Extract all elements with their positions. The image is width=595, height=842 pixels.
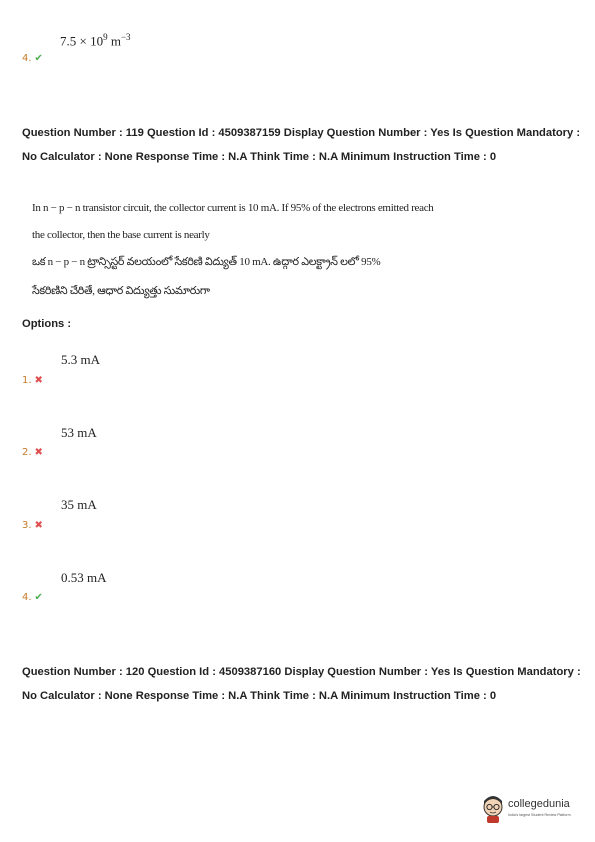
cross-icon: ✖	[34, 520, 43, 531]
cross-icon: ✖	[34, 375, 43, 386]
question-text-en-1: In n − p − n transistor circuit, the collector current is 10 mA. If 95% of the electrons emitted reach	[32, 202, 434, 214]
next-question-meta: Question Number : 120 Question Id : 4509387160 Display Question Number : Yes Is Question Mandatory : No Calculator : None Response Time : N.A Think Time : N.A Minimum Instruction Time : 0	[22, 666, 581, 702]
option-number-label: 4.	[22, 53, 32, 64]
option-3-value: 35 mA	[61, 497, 97, 512]
mascot-icon	[481, 794, 505, 824]
question-meta: Question Number : 119 Question Id : 4509387159 Display Question Number : Yes Is Question Mandatory : No Calculator : None Response Time : N.A Think Time : N.A Minimum Instruction Time : 0	[22, 127, 581, 163]
collegedunia-logo	[481, 792, 581, 826]
option-4-value: 0.53 mA	[61, 570, 107, 585]
option-4-marker	[22, 585, 43, 604]
prev-option-number	[22, 46, 43, 65]
check-icon: ✔	[34, 592, 43, 603]
option-number-label: 2.	[22, 447, 32, 458]
cross-icon: ✖	[34, 447, 43, 458]
question-text-te-2: సేకరిణిని చేరితే, ఆధార విద్యుత్తు సుమారుగా	[32, 285, 210, 297]
option-2-value: 53 mA	[61, 425, 97, 440]
option-number-label: 3.	[22, 520, 32, 531]
prev-option-value: $7.5 \times 10^9$ $m^{-3}$	[60, 32, 131, 49]
option-2-marker	[22, 440, 43, 459]
option-3-marker	[22, 513, 43, 532]
option-1-value: 5.3 mA	[61, 352, 100, 367]
option-number-label: 4.	[22, 592, 32, 603]
check-icon: ✔	[34, 53, 43, 64]
question-text-te-1: ఒక n − p − n ట్రాన్సిస్టర్ వలయంలో సేకరిణి విద్యుత్ 10 mA. ఉద్గార ఎలక్ట్రాన్ లలో 95%	[32, 256, 381, 268]
logo-name: collegedunia	[508, 798, 570, 810]
logo-tagline: India's largest Student Review Platform	[508, 813, 571, 817]
question-text-en-2: the collector, then the base current is nearly	[32, 229, 210, 241]
option-number-label: 1.	[22, 375, 32, 386]
option-1-marker	[22, 368, 43, 387]
options-label: Options :	[22, 318, 72, 330]
